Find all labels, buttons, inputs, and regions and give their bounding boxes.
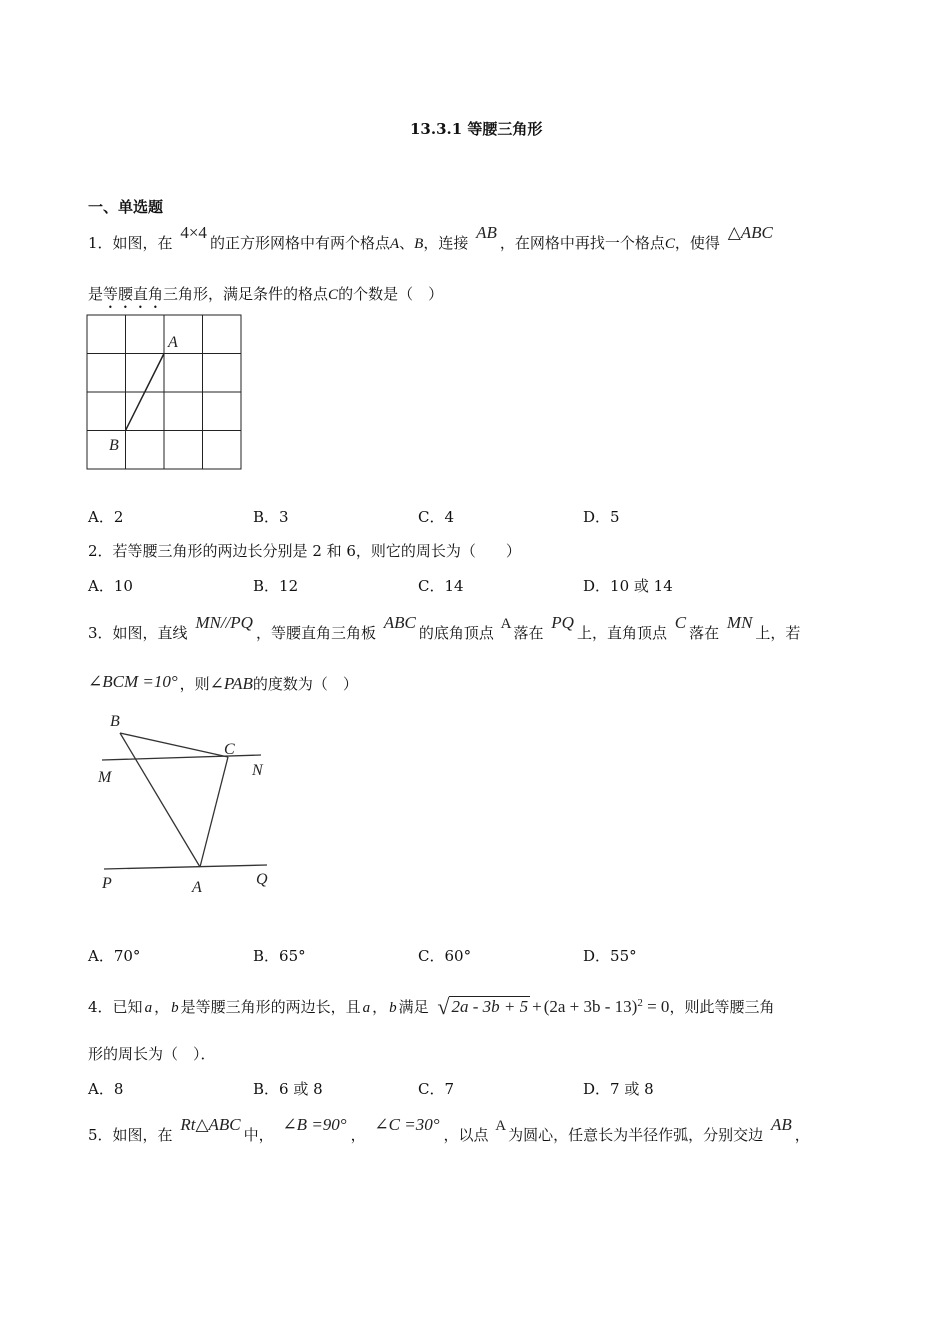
q3-line-1: 3．如图，直线 MN//PQ，等腰直角三角板 ABC的底角顶点 A 落在 PQ上，直角顶点 C落在 MN上，若 [88, 613, 801, 642]
q4-option-b[interactable]: B．6 或 8 [253, 1080, 323, 1098]
radical-expression: √ 2a - 3b + 5 [437, 994, 529, 1019]
label-q: Q [256, 871, 268, 888]
q3-option-c[interactable]: C．60° [418, 947, 472, 965]
label-b: B [110, 713, 120, 730]
line-pq [104, 865, 267, 869]
label-m: M [98, 769, 112, 786]
q2-option-d[interactable]: D．10 或 14 [583, 577, 673, 595]
q3-option-a[interactable]: A．70° [88, 947, 141, 965]
line-mn [102, 755, 261, 760]
q1-line-2: 是等腰直角三角形，满足条件的格点C的个数是（ ） [88, 285, 444, 303]
q3-figure [96, 708, 286, 898]
q4-option-a[interactable]: A．8 [88, 1080, 124, 1098]
q1-option-a[interactable]: A．2 [88, 508, 124, 526]
page-title: 13.3.1 等腰三角形 [410, 120, 543, 138]
label-a: A [192, 879, 202, 896]
label-p: P [102, 875, 112, 892]
label-c: C [224, 741, 235, 758]
q2-option-b[interactable]: B．12 [253, 577, 299, 595]
label-n: N [252, 762, 263, 779]
q3-line-2: ∠BCM =10° ，则∠PAB的度数为（ ） [88, 672, 358, 693]
q1-option-b[interactable]: B．3 [253, 508, 289, 526]
q3-option-b[interactable]: B．65° [253, 947, 306, 965]
side-ca [200, 757, 228, 867]
q4-line-2: 形的周长为（ ）． [88, 1045, 216, 1063]
section-heading: 一、单选题 [88, 198, 164, 216]
q1-option-c[interactable]: C．4 [418, 508, 455, 526]
q1-line-1: 1．如图，在 4×4的正方形网格中有两个格点A、B，连接 AB，在网格中再找一个格点C，使得 △ABC [88, 223, 773, 252]
side-bc [120, 733, 228, 757]
q2-option-c[interactable]: C．14 [418, 577, 464, 595]
q4-option-d[interactable]: D．7 或 8 [583, 1080, 654, 1098]
q5-line-1: 5．如图，在 Rt△ABC中， ∠B =90°， ∠C =30°，以点 A 为圆心，任意长为半径作弧，分别交边 AB， [88, 1115, 810, 1144]
q2-option-a[interactable]: A．10 [88, 577, 133, 595]
q2-stem: 2．若等腰三角形的两边长分别是 2 和 6，则它的周长为（ ） [88, 542, 521, 560]
side-ba [120, 733, 200, 867]
q4-option-c[interactable]: C．7 [418, 1080, 455, 1098]
q1-option-d[interactable]: D．5 [583, 508, 620, 526]
q1-grid-figure [86, 314, 244, 472]
q3-option-d[interactable]: D．55° [583, 947, 637, 965]
q4-line-1: 4．已知 a ， b 是等腰三角形的两边长，且 a ， b 满足 √ $2a - 3b + 5 + (2a + 3b - 13)^2 = 0$，则此等腰三角 [88, 994, 775, 1019]
point-b-label: B [109, 437, 119, 454]
point-a-label: A [168, 334, 178, 351]
